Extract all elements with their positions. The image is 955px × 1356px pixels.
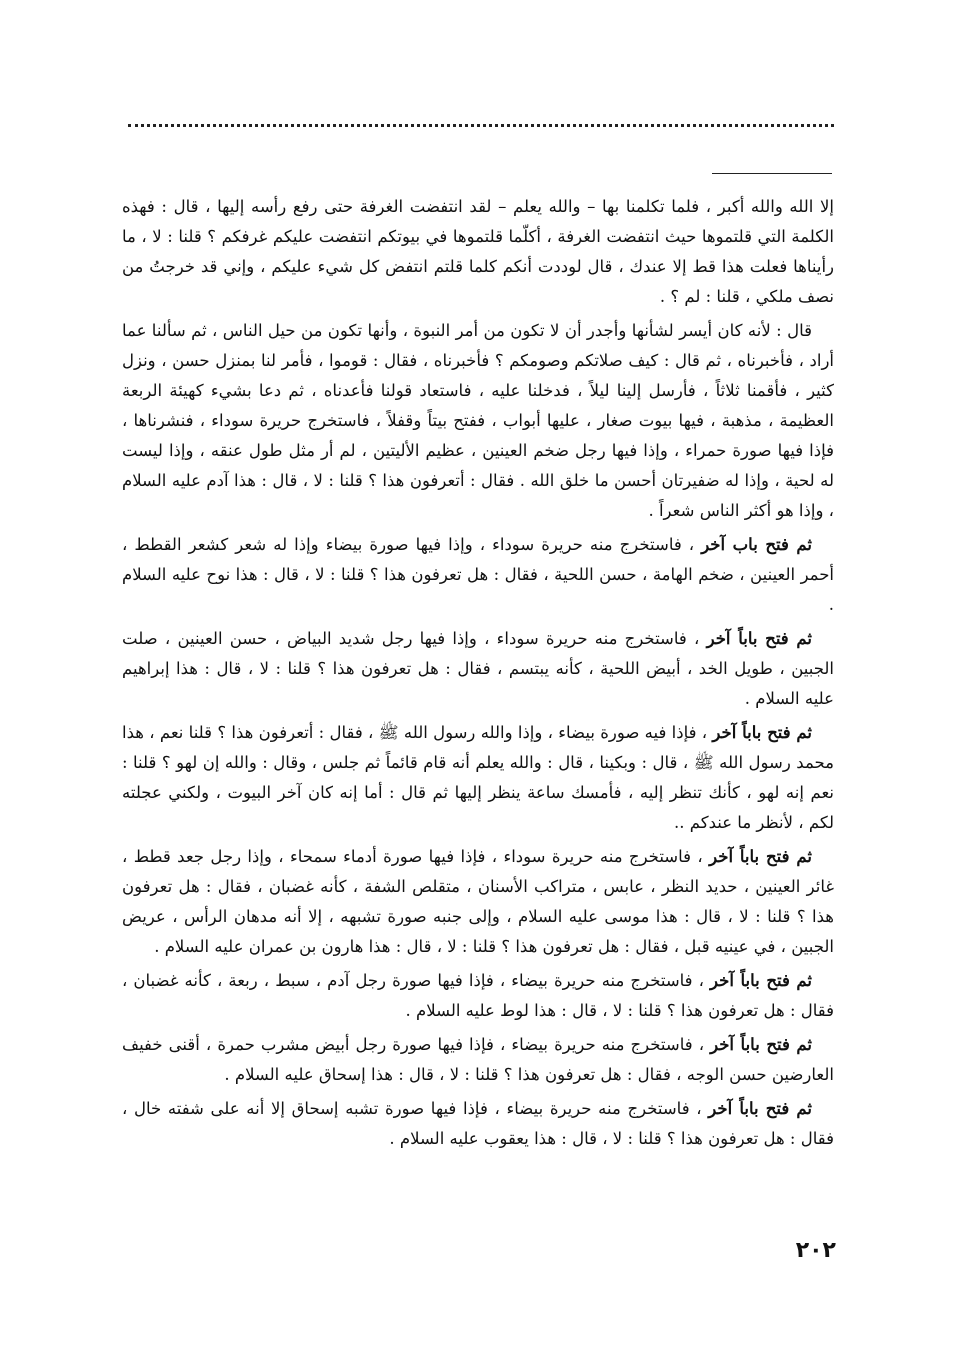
paragraph-text: ، فاستخرج منه حريرة سوداء ، وإذا فيها صورة بيضاء وإذا له شعر كشعر القطط ، أحمر العينين ، ضخم الهامة ، حسن اللحية ، فقال : هل تعرفون هذا ؟ قلنا : لا ، قال : هذا نوح عليه السلام . [122, 535, 834, 614]
paragraph-7 [122, 966, 834, 1026]
page-body [122, 192, 834, 1158]
paragraph-6 [122, 842, 834, 962]
paragraph-text: ، فاستخرج منه حريرة بيضاء ، فإذا فيها صورة تشبه إسحاق إلا أنه على شفته خال ، فقال : هل تعرفون هذا ؟ قلنا : لا ، قال : هذا يعقوب عليه السلام . [122, 1099, 834, 1148]
paragraph-text: ، فاستخرج منه حريرة سوداء ، وإذا فيها رجل شديد البياض ، حسن العينين ، صلت الجبين ، طويل الخد ، أبيض اللحية ، كأنه يبتسم ، فقال : هل تعرفون هذا ؟ قلنا : لا ، قال : هذا إبراهيم عليه السلام . [122, 629, 834, 708]
paragraph-1 [122, 192, 834, 312]
paragraph-text: ، فاستخرج منه حريرة سوداء ، فإذا فيها صورة أدماء سمحاء ، وإذا رجل جعد قطط ، غائر العينين ، حديد النظر ، عابس ، متراكب الأسنان ، متقلص الشفة ، كأنه غضبان ، فقال : هل تعرفون هذا ؟ قلنا : لا ، قال : هذا موسى عليه السلام ، وإلى جنبه صورة تشبهه ، إلا أنه مدهان الرأس ، عريض الجبين ، في عينيه قبل ، فقال : هل تعرفون هذا ؟ قلنا : لا ، قال : هذا هارون بن عمران عليه السلام . [122, 847, 834, 956]
paragraph-lead: ثم فتح باب آخر [701, 535, 812, 554]
paragraph-5 [122, 718, 834, 838]
paragraph-lead: ثم فتح باباً آخر [710, 971, 812, 990]
paragraph-text: ، فاستخرج منه حريرة بيضاء ، فإذا فيها صورة رجل آدم ، سبط ، ربعة ، كأنه غضبان ، فقال : هل تعرفون هذا ؟ قلنا : لا ، قال : هذا لوط عليه السلام . [122, 971, 834, 1020]
paragraph-text: إلا الله والله أكبر ، فلما تكلمنا بها – والله يعلم – لقد انتفضت الغرفة حتى رفع رأسه إليها ، قال : فهذه الكلمة التي قلتموها حيث انتفضت الغرفة ، أكلّما قلتموها في بيوتكم انتفضت عليكم غرفكم ؟ قلنا : لا ، ما رأيناها فعلت هذا قط إلا عندك ، قال لوددت أنكم كلما قلتم انتفض كل شيء عليكم ، وإني قد خرجتُ من نصف ملكي ، قلنا : لم ؟ . [122, 197, 834, 306]
paragraph-lead: ثم فتح باباً آخر [712, 723, 813, 742]
paragraph-9 [122, 1094, 834, 1154]
paragraph-text: قال : لأنه كان أيسر لشأنها وأجدر أن لا تكون من أمر النبوة ، وأنها تكون من حيل الناس ، ثم سألنا عما أراد ، فأخبرناه ، ثم قال : كيف صلاتكم وصومكم ؟ فأخبرناه ، فقال : قوموا ، فأمر لنا بمنزل حسن ، ونزل كثير ، فأقمنا ثلاثاً ، فأرسل إلينا ليلاً ، فدخلنا عليه ، فاستعاد قولنا فأعدناه ، ثم دعا بشيء كهيئة الربعة العظيمة ، مذهبة ، فيها بيوت صغار ، عليها أبواب ، ففتح بيتاً وقفلاً ، فاستخرج حريرة سوداء ، فنشرناها ، فإذا فيها صورة حمراء ، وإذا فيها رجل ضخم العينين ، عظيم الأليتين ، لم أر مثل طول عنقه ، وإذا ليست له لحية ، وإذا له ضفيرتان أحسن ما خلق الله . فقال : أتعرفون هذا ؟ قلنا : لا ، قال : هذا آدم عليه السلام ، وإذا هو أكثر الناس شعراً . [122, 321, 834, 520]
paragraph-text: ، فاستخرج منه حريرة بيضاء ، فإذا فيها صورة رجل أبيض مشرب حمرة ، أقنى خفيف العارضين حسن الوجه ، فقال : هل تعرفون هذا ؟ قلنا : لا ، قال : هذا إسحاق عليه السلام . [122, 1035, 834, 1084]
paragraph-lead: ثم فتح باباً آخر [710, 1035, 812, 1054]
paragraph-lead: ثم فتح باباً آخر [708, 1099, 812, 1118]
paragraph-lead: ثم فتح باباً آخر [706, 629, 812, 648]
paragraph-4 [122, 624, 834, 714]
paragraph-8 [122, 1030, 834, 1090]
footnote-separator-rule [712, 173, 832, 174]
paragraph-2 [122, 316, 834, 526]
paragraph-lead: ثم فتح باباً آخر [709, 847, 812, 866]
header-dotted-rule [128, 124, 834, 127]
paragraph-text: ، فإذا فيه صورة بيضاء ، وإذا والله رسول الله ﷺ ، فقال : أتعرفون هذا ؟ قلنا نعم ، هذا محمد رسول الله ﷺ ، قال : وبكينا ، قال : والله يعلم أنه قام قائماً ثم جلس ، وقال : والله إن لهو ؟ قلنا : نعم إنه لهو ، كأنك تنظر إليه ، فأمسك ساعة ينظر إليها ثم قال : أما إنه كان آخر البيوت ، ولكني عجلته لكم ، لأنظر ما عندكم .. [122, 723, 834, 832]
page-number: ٢٠٢ [795, 1238, 836, 1263]
paragraph-3 [122, 530, 834, 620]
